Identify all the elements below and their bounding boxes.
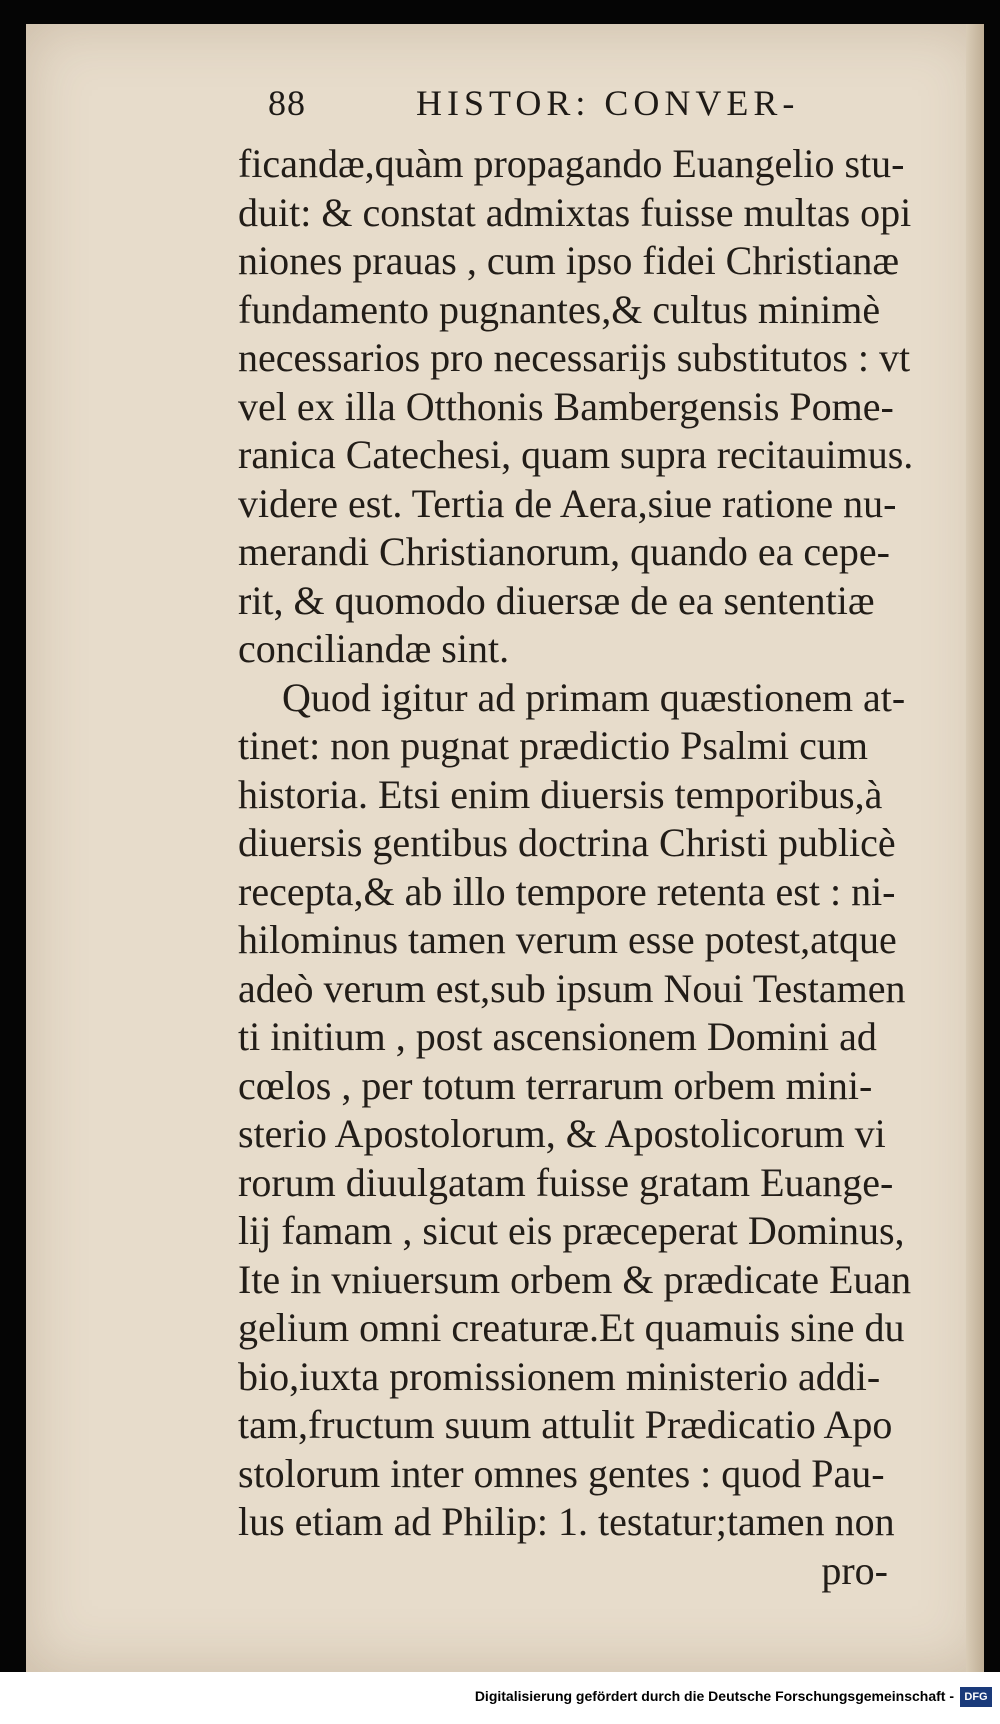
text-line: ti initium , post ascensionem Domini ad — [238, 1014, 877, 1059]
text-line: hilominus tamen verum esse potest,atque — [238, 917, 897, 962]
text-line: merandi Christianorum, quando ea cepe- — [238, 529, 890, 574]
text-line: lus etiam ad Philip: 1. testatur;tamen non — [238, 1499, 895, 1544]
text-line: gelium omni creaturæ.Et quamuis sine du — [238, 1305, 905, 1350]
text-line: tinet: non pugnat prædictio Psalmi cum — [238, 723, 868, 768]
funding-credit: Digitalisierung gefördert durch die Deutsche Forschungsgemeinschaft - — [474, 1688, 954, 1704]
page-edge — [966, 24, 984, 1672]
text-line: tam,fructum suum attulit Prædicatio Apo — [238, 1402, 893, 1447]
text-line: sterio Apostolorum, & Apostolicorum vi — [238, 1111, 886, 1156]
text-line: rit, & quomodo diuersæ de ea sententiæ — [238, 577, 875, 623]
text-line: recepta,& ab illo tempore retenta est : ni- — [238, 868, 896, 914]
text-line: duit: & constat admixtas fuisse multas opi — [238, 189, 912, 235]
catchword: pro- — [821, 1547, 888, 1593]
text-line: necessarios pro necessarijs substitutos : vt — [238, 335, 911, 380]
text-line: fundamento pugnantes,& cultus minimè — [238, 286, 881, 332]
digitization-footer — [0, 1672, 1000, 1724]
text-line: stolorum inter omnes gentes : quod Pau- — [238, 1450, 885, 1496]
text-line: lij famam , sicut eis præceperat Dominus, — [238, 1208, 905, 1253]
running-head: HISTOR: CONVER- — [416, 83, 800, 123]
text-line: historia. Etsi enim diuersis temporibus,à — [238, 771, 883, 817]
text-line: ficandæ,quàm propagando Euangelio stu- — [238, 141, 905, 186]
book-page — [26, 24, 984, 1672]
text-line: conciliandæ sint. — [238, 626, 510, 671]
text-line: niones prauas , cum ipso fidei Christianæ — [238, 238, 900, 283]
text-line: rorum diuulgatam fuisse gratam Euange- — [238, 1159, 894, 1205]
body-text — [238, 140, 928, 1595]
dfg-logo-icon: DFG — [960, 1687, 992, 1707]
text-line: adeò verum est,sub ipsum Noui Testamen — [238, 965, 906, 1011]
page-header — [26, 82, 984, 138]
text-line: diuersis gentibus doctrina Christi publicè — [238, 820, 896, 865]
text-line: bio,iuxta promissionem ministerio addi- — [238, 1353, 881, 1399]
page-number: 88 — [268, 83, 306, 123]
text-line: videre est. Tertia de Aera,siue ratione nu- — [238, 480, 897, 526]
text-line: cœlos , per totum terrarum orbem mini- — [238, 1062, 873, 1108]
text-line: Ite in vniuersum orbem & prædicate Euan — [238, 1256, 912, 1302]
text-line: vel ex illa Otthonis Bambergensis Pome- — [238, 383, 894, 429]
text-line: ranica Catechesi, quam supra recitauimus. — [238, 432, 914, 477]
text-line: Quod igitur ad primam quæstionem at- — [282, 674, 906, 720]
